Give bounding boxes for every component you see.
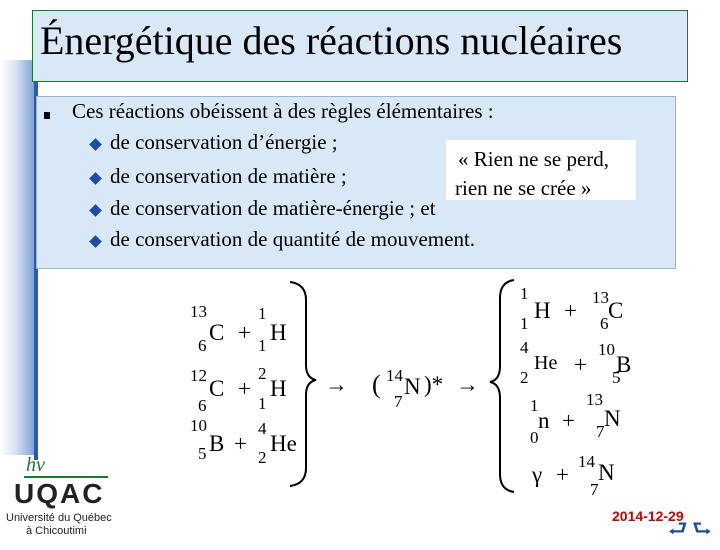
plus-sign: + [238, 376, 251, 401]
atomic-number: 1 [258, 394, 267, 413]
atomic-number: 7 [394, 392, 403, 411]
mass-number: 10 [598, 340, 615, 359]
atomic-number: 6 [198, 396, 207, 415]
hv-label: hν [26, 454, 45, 476]
atomic-number: 0 [530, 428, 539, 447]
mass-number: 14 [578, 452, 595, 471]
atomic-number: 6 [198, 336, 207, 355]
university-line-2: à Chicoutimi [26, 525, 87, 537]
nav-forward-icon[interactable]: ⮑ [692, 516, 712, 541]
slide-date: 2014-12-29 [612, 508, 684, 524]
mass-number: 2 [258, 364, 267, 383]
element-symbol: C [209, 376, 225, 401]
atomic-number: 2 [520, 368, 529, 387]
intro-text: Ces réactions obéissent à des règles élémentaires : [72, 99, 494, 123]
mass-number: 13 [190, 302, 207, 321]
element-symbol: H [534, 298, 551, 323]
slide-title: Énergétique des réactions nucléaires [40, 18, 623, 63]
element-symbol: H [270, 320, 287, 345]
mass-number: 1 [258, 304, 267, 323]
atomic-number: 6 [600, 314, 609, 333]
element-symbol: C [209, 320, 225, 345]
quote-line-2: rien ne se crée » [455, 176, 592, 200]
mass-number: 13 [586, 390, 603, 409]
element-symbol: N [604, 406, 621, 431]
mass-number: 1 [530, 396, 539, 415]
element-symbol: He [270, 431, 297, 456]
plus-sign: + [562, 408, 575, 433]
mass-number: 13 [592, 288, 609, 307]
atomic-number: 1 [258, 336, 267, 355]
mass-number: 1 [520, 284, 529, 303]
uqac-logo: UQAC [14, 478, 105, 509]
plus-sign: + [564, 298, 577, 323]
atomic-number: 7 [590, 480, 599, 499]
plus-sign: + [574, 352, 587, 377]
university-line-1: Université du Québec [6, 512, 112, 524]
mass-number: 10 [190, 416, 207, 435]
rule-4: de conservation de quantité de mouvement. [110, 227, 476, 251]
mass-number: 12 [190, 366, 207, 385]
quote-line-1: « Rien ne se perd, [458, 147, 610, 171]
mass-number: 4 [520, 338, 529, 357]
close-paren-excited: )* [424, 372, 444, 397]
element-symbol: B [209, 431, 225, 456]
rule-1: de conservation d’énergie ; [110, 130, 338, 154]
atomic-number: 2 [258, 448, 267, 467]
atomic-number: 1 [520, 314, 529, 333]
atomic-number: 5 [612, 368, 621, 387]
mass-number: 4 [258, 419, 267, 438]
rule-2: de conservation de matière ; [110, 164, 347, 188]
plus-sign: + [238, 320, 251, 345]
arrow-icon: → [456, 372, 479, 397]
element-symbol: n [538, 408, 550, 433]
gamma-symbol: γ [532, 462, 543, 487]
element-symbol: H [270, 376, 287, 401]
element-symbol: N [598, 460, 615, 485]
plus-sign: + [556, 462, 569, 487]
open-paren: ( [372, 370, 381, 399]
element-symbol: He [534, 352, 558, 374]
nav-back-icon[interactable]: ⮐ [668, 516, 688, 541]
rule-3: de conservation de matière-énergie ; et [110, 196, 436, 220]
element-symbol: N [404, 374, 421, 399]
element-symbol: C [608, 298, 624, 323]
mass-number: 14 [386, 366, 403, 385]
element-symbol: B [616, 352, 632, 377]
plus-sign: + [234, 431, 247, 456]
atomic-number: 5 [198, 444, 207, 463]
arrow-icon: → [325, 372, 348, 397]
atomic-number: 7 [596, 422, 605, 441]
